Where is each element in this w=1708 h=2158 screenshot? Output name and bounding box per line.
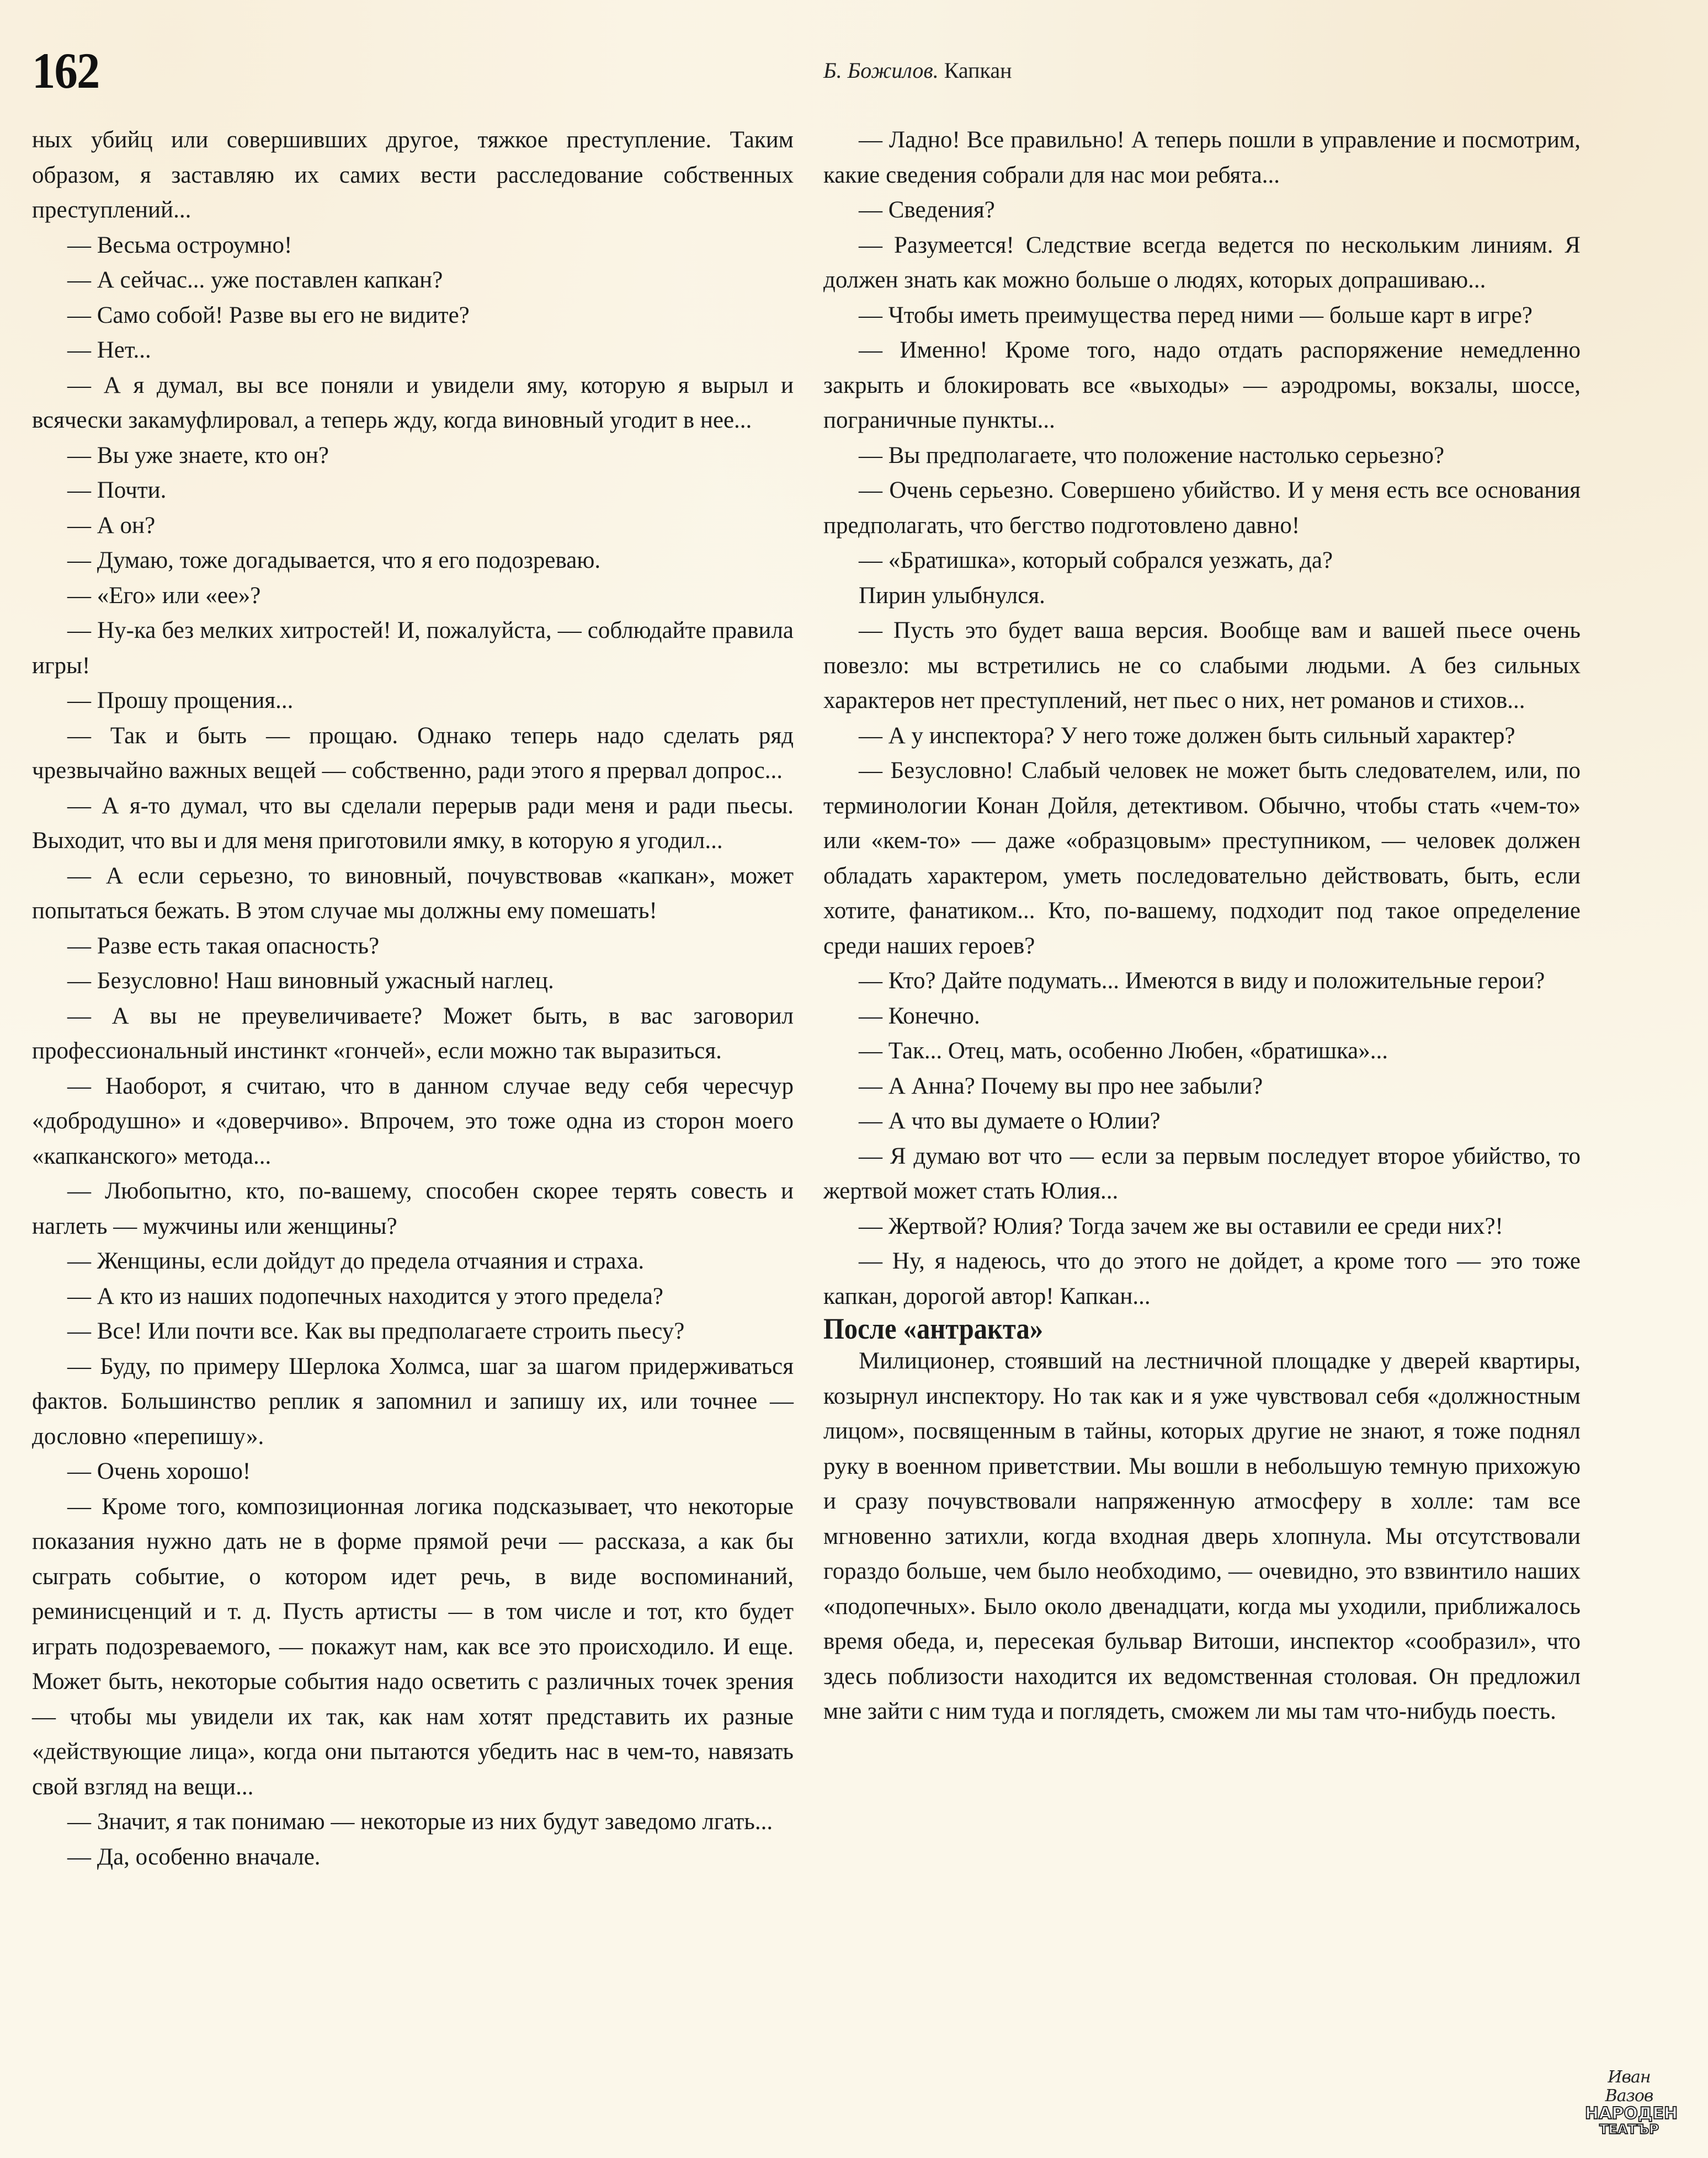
dialogue-line: — Пусть это будет ваша версия. Вообще вам и вашей пьесе очень повезло: мы встретились не со слабыми людьми. А без сильных характеров нет преступлений, нет пьес о них, нет романов и стихов... — [823, 617, 1581, 713]
dialogue-line: — Все! Или почти все. Как вы предполагаете строить пьесу? — [67, 1318, 685, 1344]
page-number: 162 — [32, 42, 99, 99]
logo-signature: Иван Вазов — [1605, 2068, 1653, 2106]
right-text-column — [823, 122, 1581, 1729]
dialogue-line: — А кто из наших подопечных находится у этого предела? — [67, 1283, 663, 1309]
dialogue-line: — А что вы думаете о Юлии? — [859, 1108, 1161, 1134]
dialogue-line: — Безусловно! Слабый человек не может быть следователем, или, по терминологии Конан Дойля, детективом. Обычно, чтобы стать «чем-то» или «кем-то» — даже «образцовым» преступником, — человек должен обладать характером, уметь последовательно действовать, быть, если хотите, фанатиком... Кто, по-вашему, подходит под такое определение среди наших героев? — [823, 758, 1581, 959]
running-head-title: Капкан — [944, 58, 1012, 83]
running-head — [823, 60, 1012, 82]
dialogue-line: — Ну, я надеюсь, что до этого не дойдет, а кроме того — это тоже капкан, дорогой автор! Капкан... — [823, 1248, 1581, 1309]
dialogue-line: — Нет... — [67, 337, 151, 363]
dialogue-line: — Сведения? — [859, 197, 995, 223]
dialogue-line: — Разве есть такая опасность? — [67, 933, 380, 959]
dialogue-line: — Само собой! Разве вы его не видите? — [67, 302, 470, 328]
dialogue-line: — Буду, по примеру Шерлока Холмса, шаг за шагом придерживаться фактов. Большинство реплик я запомнил и запишу их, или точнее — дословно «перепишу». — [32, 1353, 794, 1450]
dialogue-line: — Так... Отец, мать, особенно Любен, «братишка»... — [859, 1038, 1388, 1064]
dialogue-line: — Значит, я так понимаю — некоторые из них будут заведомо лгать... — [67, 1809, 773, 1835]
dialogue-line: — Почти. — [67, 477, 167, 503]
running-head-author: Б. Божилов. — [823, 58, 939, 83]
dialogue-line: — Очень серьезно. Совершено убийство. И у меня есть все основания предполагать, что бегство подготовлено давно! — [823, 477, 1581, 539]
dialogue-line: — А он? — [67, 512, 156, 539]
dialogue-line: — Безусловно! Наш виновный ужасный наглец. — [67, 968, 554, 994]
dialogue-line: — Вы предполагаете, что положение настолько серьезно? — [859, 442, 1445, 468]
dialogue-line: — Да, особенно вначале. — [67, 1843, 321, 1870]
dialogue-line: — Именно! Кроме того, надо отдать распоряжение немедленно закрыть и блокировать все «выходы» — аэродромы, вокзалы, шоссе, пограничные пункты... — [823, 337, 1581, 433]
paragraph: ных убийц или совершивших другое, тяжкое преступление. Таким образом, я заставляю их самих вести расследование собственных преступлений... — [32, 127, 794, 223]
dialogue-line: — А сейчас... уже поставлен капкан? — [67, 267, 443, 293]
dialogue-line: — А я думал, вы все поняли и увидели яму, которую я вырыл и всячески закамуфлировал, а теперь жду, когда виновный угодит в нее... — [32, 372, 794, 433]
dialogue-line: — А у инспектора? У него тоже должен быть сильный характер? — [859, 722, 1515, 749]
dialogue-line: — Ладно! Все правильно! А теперь пошли в управление и посмотрим, какие сведения собрали для нас мои ребята... — [823, 127, 1581, 188]
dialogue-line: — Кроме того, композиционная логика подсказывает, что некоторые показания нужно дать не в форме прямой речи — рассказа, а как бы сыграть событие, о котором идет речь, в виде воспоминаний, реминисценций и т. д. Пусть артисты — в том числе и тот, кто будет играть подозреваемого, — покажут нам, как все это происходило. И еще. Может быть, некоторые события надо осветить с различных точек зрения — чтобы мы увидели их так, как нам хотят представить их разные «действующие лица», когда они пытаются убедить нас в чем-то, навязать свой взгляд на вещи... — [32, 1493, 794, 1800]
logo-line-1: НАРОДЕН — [1585, 2104, 1678, 2123]
dialogue-line: — А если серьезно, то виновный, почувствовав «капкан», может попытаться бежать. В этом случае мы должны ему помешать! — [32, 862, 794, 924]
dialogue-line: — Женщины, если дойдут до предела отчаяния и страха. — [67, 1248, 645, 1274]
logo-line-2: ТЕАТЪР — [1599, 2122, 1659, 2137]
narration-line: Пирин улыбнулся. — [859, 582, 1045, 609]
left-text-column — [32, 122, 794, 1874]
dialogue-line: — Любопытно, кто, по-вашему, способен скорее терять совесть и наглеть — мужчины или женщины? — [32, 1178, 794, 1239]
dialogue-line: — Весьма остроумно! — [67, 232, 292, 258]
dialogue-line: — Кто? Дайте подумать... Имеются в виду и положительные герои? — [859, 968, 1545, 994]
dialogue-line: — Конечно. — [859, 1003, 980, 1029]
dialogue-line: — Наоборот, я считаю, что в данном случае веду себя чересчур «добродушно» и «доверчиво». Впрочем, это тоже одна из сторон моего «капканского» метода... — [32, 1073, 794, 1169]
dialogue-line: — А вы не преувеличиваете? Может быть, в вас заговорил профессиональный инстинкт «гончей», если можно так выразиться. — [32, 1003, 794, 1064]
national-theatre-logo — [1585, 2068, 1678, 2137]
dialogue-line: — Прошу прощения... — [67, 688, 294, 713]
dialogue-line: — А я-то думал, что вы сделали перерыв ради меня и ради пьесы. Выходит, что вы и для меня приготовили ямку, в которую я угодил... — [32, 792, 794, 854]
dialogue-line: — Так и быть — прощаю. Однако теперь надо сделать ряд чрезвычайно важных вещей — собственно, ради этого я прервал допрос... — [32, 722, 794, 784]
dialogue-line: — «Братишка», который собрался уезжать, да? — [859, 547, 1333, 573]
dialogue-line: — Я думаю вот что — если за первым последует второе убийство, то жертвой может стать Юлия... — [823, 1143, 1581, 1204]
dialogue-line: — А Анна? Почему вы про нее забыли? — [859, 1073, 1263, 1099]
dialogue-line: — Очень хорошо! — [67, 1458, 251, 1484]
dialogue-line: — Думаю, тоже догадывается, что я его подозреваю. — [67, 547, 601, 573]
section-heading: После «антракта» — [823, 1312, 1044, 1345]
dialogue-line: — Ну-ка без мелких хитростей! И, пожалуйста, — соблюдайте правила игры! — [32, 617, 794, 679]
dialogue-line: — Жертвой? Юлия? Тогда зачем же вы оставили ее среди них?! — [859, 1213, 1503, 1239]
section-paragraph: Милиционер, стоявший на лестничной площадке у дверей квартиры, козырнул инспектору. Но так как и я уже чувствовал себя «должностным лицом», посвященным в тайны, которых другие не знают, я тоже поднял руку в военном приветствии. Мы вошли в небольшую темную прихожую и сразу почувствовали напряженную атмосферу в холле: там все мгновенно затихли, когда входная дверь хлопнула. Мы отсутствовали гораздо больше, чем было необходимо, — очевидно, это взвинтило наших «подопечных». Было около двенадцати, когда мы уходили, приближалось время обеда, и, пересекая бульвар Витоши, инспектор «сообразил», что здесь поблизости находится их ведомственная столовая. Он предложил мне зайти с ним туда и поглядеть, сможем ли мы там что-нибудь поесть. — [823, 1348, 1581, 1724]
dialogue-line: — Вы уже знаете, кто он? — [67, 442, 329, 468]
dialogue-line: — Чтобы иметь преимущества перед ними — больше карт в игре? — [859, 302, 1533, 328]
dialogue-line: — «Его» или «ее»? — [67, 582, 261, 609]
dialogue-line: — Разумеется! Следствие всегда ведется по нескольким линиям. Я должен знать как можно больше о людях, которых допрашиваю... — [823, 232, 1581, 293]
